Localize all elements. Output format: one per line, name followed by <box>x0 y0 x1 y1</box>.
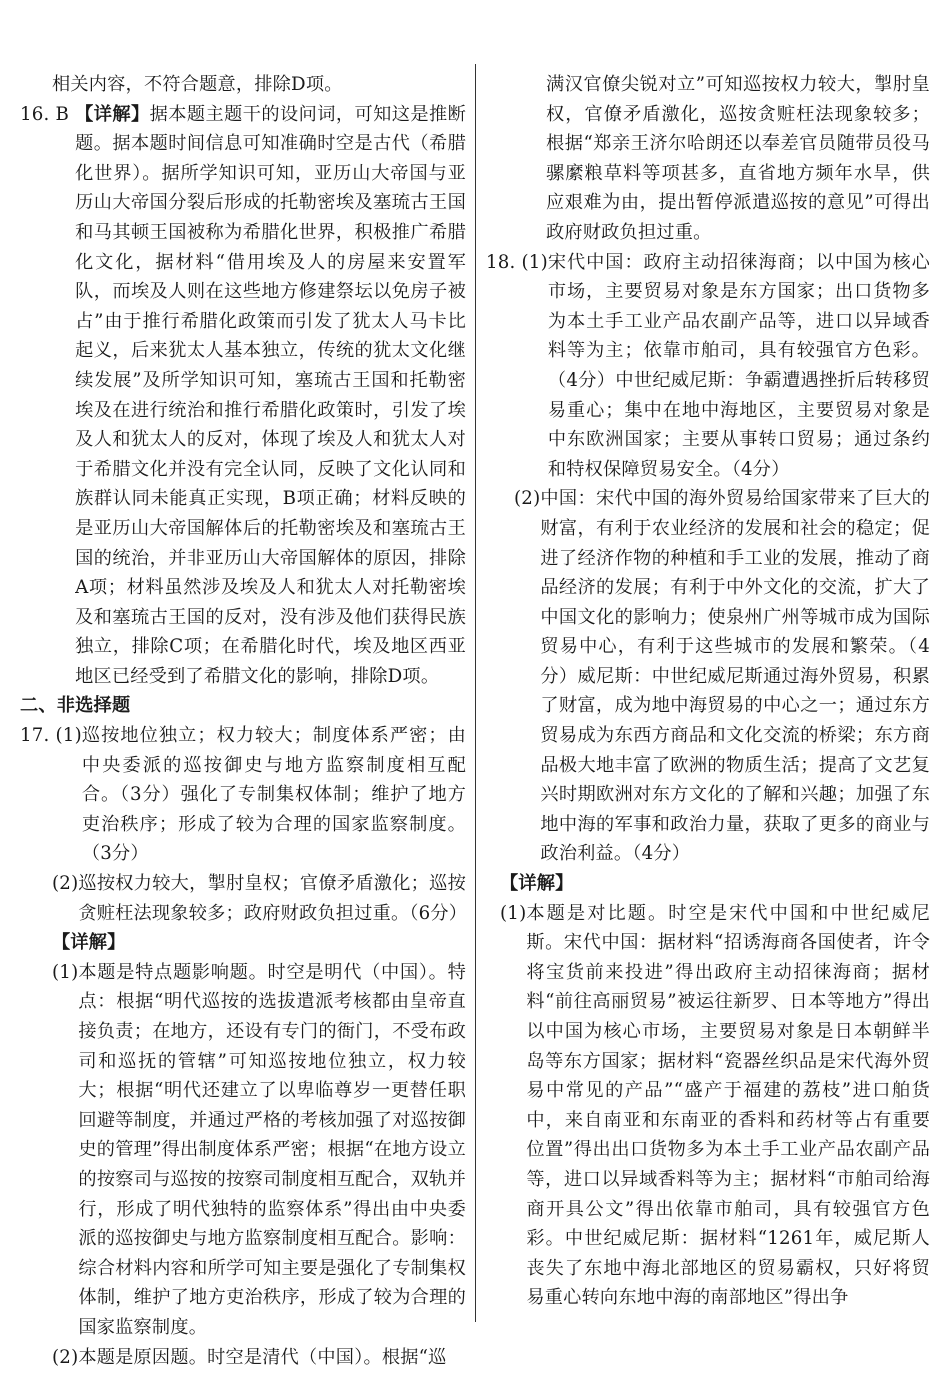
answer-18-1 <box>486 248 930 485</box>
sub-number: (2) <box>514 488 541 510</box>
sub-number: (2) <box>52 873 79 895</box>
detail-18-1-text: 本题是对比题。时空是宋代中国和中世纪威尼斯。宋代中国：据材料“招诱海商各国使者，许令将宝货前来投进”得出政府主动招徕海商；据材料“前往高丽贸易”被运往新罗、日本等地方”得出以中国为核心市场，主要贸易对象是日本朝鲜半岛等东方国家；据材料“瓷器丝织品是宋代海外贸易中常见的产品”“盛产于福建的荔枝”进口舶货中，来自南亚和东南亚的香料和药材等占有重要位置”得出出口货物多为本土手工业产品农副产品等，进口以异域香料等为主；据材料“市舶司给海商开具公文”得出依靠市舶司，具有较强官方色彩。中世纪威尼斯：据材料“1261年，威尼斯人丧失了东地中海北部地区的贸易霸权，只好将贸易重心转向东地中海的南部地区”得出争 <box>526 902 930 1309</box>
section-heading: 二、非选择题 <box>20 695 131 717</box>
sub-number: (1) <box>52 961 79 983</box>
question-number: 16. B <box>20 103 76 125</box>
answer-17-1 <box>20 721 466 869</box>
answer-18-2 <box>486 484 930 869</box>
answer-17-2-text: 巡按权力较大，掣肘皇权；官僚矛盾激化；巡按贪赃枉法现象较多；政府财政负担过重。（6分） <box>78 873 468 924</box>
detail-17-1-text: 本题是特点题影响题。时空是明代（中国）。特点：根据“明代巡按的选拔遣派考核都由皇帝直接负责；在地方，还设有专门的衙门，不受布政司和巡抚的管辖”可知巡按地位独立，权力较大；根据“明代还建立了以卑临尊岁一更替任职回避等制度，并通过严格的考核加强了对巡按御史的管理”得出制度体系严密；根据“在地方设立的按察司与巡按的按察司制度相互配合，双轨并行，形成了明代独特的监察体系”得出由中央委派的巡按御史与地方监察制度相互配合。影响：综合材料内容和所学可知主要是强化了专制集权体制，维护了地方吏治秩序，形成了较为合理的国家监察制度。 <box>78 961 466 1338</box>
answer-18-1-text: 宋代中国：政府主动招徕海商；以中国为核心市场，主要贸易对象是东方国家；出口货物多为本土手工业产品农副产品等，进口以异域香料等为主；依靠市舶司，具有较强官方色彩。（4分）中世纪威尼斯：争霸遭遇挫折后转移贸易重心；集中在地中海地区，主要贸易对象是中东欧洲国家；主要从事转口贸易；通过条约和特权保障贸易安全。（4分） <box>547 251 930 480</box>
detail-17-2-text: 本题是原因题。时空是清代（中国）。根据“巡 <box>78 1346 447 1368</box>
right-column <box>486 70 930 1313</box>
paragraph-continuation: 满汉官僚尖锐对立”可知巡按权力较大，掣肘皇权，官僚矛盾激化，巡按贪赃枉法现象较多；根据“郑亲王济尔哈朗还以奉差官员随带员役马骡縻粮草料等项甚多，直省地方频年水旱，供应艰难为由，提出暂停派遣巡按的意见”可得出政府财政负担过重。 <box>546 74 930 243</box>
sub-number: (1) <box>500 902 527 924</box>
answer-16-text: 据本题主题干的设问词，可知这是推断题。据本题时间信息可知准确时空是古代（希腊化世界）。据所学知识可知，亚历山大帝国与亚历山大帝国分裂后形成的托勒密埃及塞琉古王国和马其顿王国被称为希腊化世界，积极推广希腊化文化，据材料“借用埃及人的房屋来安置军队，而埃及人则在这些地方修建祭坛以免房子被占”由于推行希腊化政策而引发了犹太人马卡比起义，后来犹太人基本独立，传统的犹太文化继续发展”及所学知识可知，塞琉古王国和托勒密埃及在进行统治和推行希腊化政策时，引发了埃及人和犹太人的反对，体现了埃及人和犹太人对于希腊文化并没有完全认同，反映了文化认同和族群认同未能真正实现，B项正确；材料反映的是亚历山大帝国解体后的托勒密埃及和塞琉古王国的统治，并非亚历山大帝国解体的原因，排除A项；材料虽然涉及埃及人和犹太人对托勒密埃及和塞琉古王国的反对，没有涉及他们获得民族独立，排除C项；在希腊化时代，埃及地区西亚地区已经受到了希腊文化的影响，排除D项。 <box>75 103 466 687</box>
answer-16-body <box>75 100 466 692</box>
detail-17-1 <box>20 958 466 1343</box>
left-column <box>20 70 466 1372</box>
question-number: 17. (1) <box>20 725 82 747</box>
detail-18-1 <box>486 899 930 1313</box>
paragraph-continuation: 相关内容，不符合题意，排除D项。 <box>52 74 343 95</box>
answer-17-1-text: 巡按地位独立；权力较大；制度体系严密；由中央委派的巡按御史与地方监察制度相互配合。（3分）强化了专制集权体制；维护了地方吏治秩序；形成了较为合理的国家监察制度。（3分） <box>81 725 466 865</box>
answer-17-2 <box>20 869 466 928</box>
column-divider <box>475 64 476 1322</box>
detail-tag: 【详解】 <box>75 103 150 125</box>
detail-heading: 【详解】 <box>52 932 126 954</box>
detail-heading: 【详解】 <box>500 873 574 895</box>
answer-18-2-text: 中国：宋代中国的海外贸易给国家带来了巨大的财富，有利于农业经济的发展和社会的稳定；促进了经济作物的种植和手工业的发展，推动了商品经济的发展；有利于中外文化的交流，扩大了中国文化的影响力；使泉州广州等城市成为国际贸易中心，有利于这些城市的发展和繁荣。（4分）威尼斯：中世纪威尼斯通过海外贸易，积累了财富，成为地中海贸易的中心之一；通过东方贸易成为东西方商品和文化交流的桥梁；东方商品极大地丰富了欧洲的物质生活；提高了文艺复兴时期欧洲对东方文化的了解和兴趣；加强了东地中海的军事和政治力量，获取了更多的商业与政治利益。（4分） <box>540 488 930 865</box>
answer-16 <box>20 100 466 692</box>
detail-17-2 <box>20 1343 466 1373</box>
question-number: 18. (1) <box>486 251 548 273</box>
sub-number: (2) <box>52 1346 79 1368</box>
